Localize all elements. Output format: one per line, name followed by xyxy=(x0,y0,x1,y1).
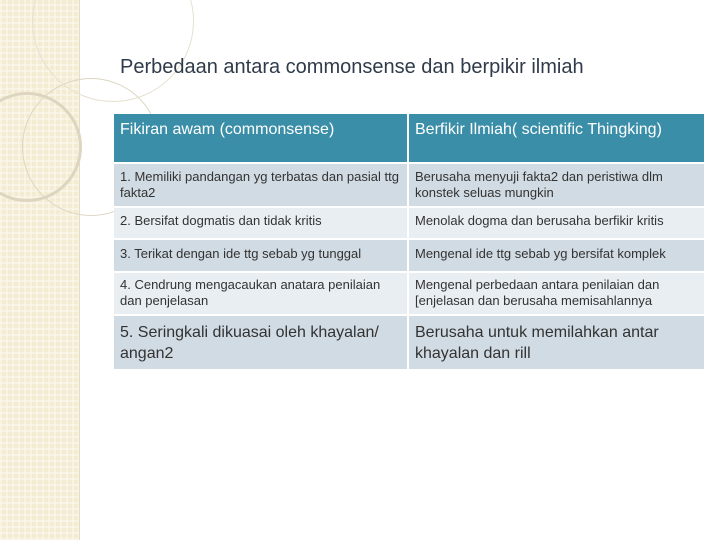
table-row xyxy=(114,272,704,315)
table-row xyxy=(114,315,704,370)
cell-commonsense: 2. Bersifat dogmatis dan tidak kritis xyxy=(114,207,408,239)
cell-scientific: Menolak dogma dan berusaha berfikir kritis xyxy=(408,207,704,239)
cell-scientific: Berusaha menyuji fakta2 dan peristiwa dlm konstek seluas mungkin xyxy=(408,163,704,207)
slide-title: Perbedaan antara commonsense dan berpikir ilmiah xyxy=(120,56,584,78)
cell-commonsense: 3. Terikat dengan ide ttg sebab yg tunggal xyxy=(114,239,408,272)
cell-scientific: Mengenal perbedaan antara penilaian dan [enjelasan dan berusaha memisahlannya xyxy=(408,272,704,315)
cell-commonsense: 1. Memiliki pandangan yg terbatas dan pasial ttg fakta2 xyxy=(114,163,408,207)
table-header-row xyxy=(114,114,704,163)
header-commonsense: Fikiran awam (commonsense) xyxy=(114,114,408,163)
comparison-table xyxy=(114,114,704,371)
header-scientific: Berfikir Ilmiah( scientific Thingking) xyxy=(408,114,704,163)
cell-commonsense: 5. Seringkali dikuasai oleh khayalan/ angan2 xyxy=(114,315,408,370)
cell-scientific: Berusaha untuk memilahkan antar khayalan dan rill xyxy=(408,315,704,370)
cell-scientific: Mengenal ide ttg sebab yg bersifat komplek xyxy=(408,239,704,272)
cell-commonsense: 4. Cendrung mengacaukan anatara penilaian dan penjelasan xyxy=(114,272,408,315)
table-row xyxy=(114,207,704,239)
table-row xyxy=(114,239,704,272)
table-row xyxy=(114,163,704,207)
